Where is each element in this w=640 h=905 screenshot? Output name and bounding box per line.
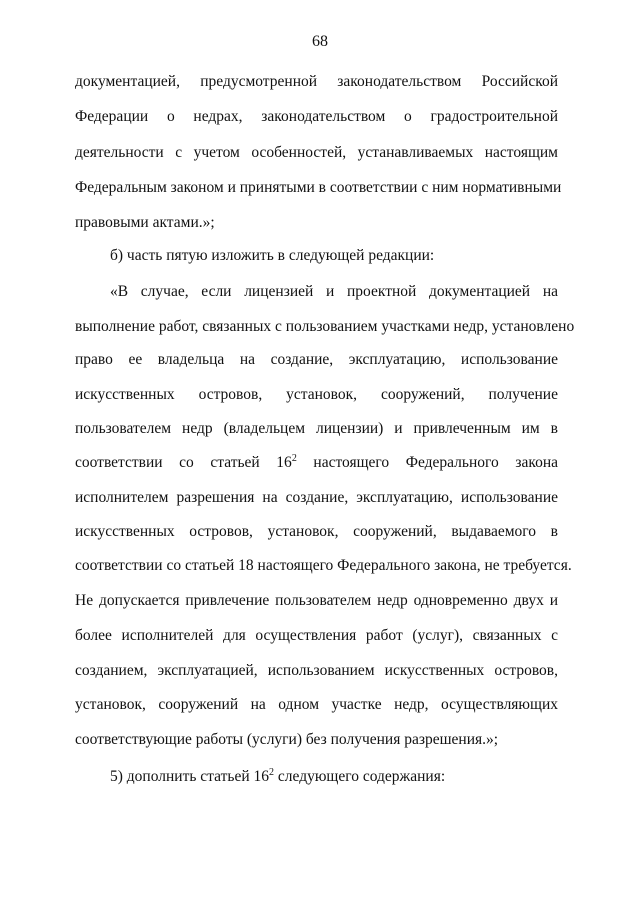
text-line: исполнителем разрешения на создание, эксплуатацию, использование (75, 489, 558, 506)
text-line: деятельности с учетом особенностей, устанавливаемых настоящим (75, 144, 558, 161)
text-line: установок, сооружений на одном участке недр, осуществляющих (75, 696, 558, 713)
text-segment: 5) дополнить статьей 16 (110, 768, 270, 785)
text-segment: настоящего Федерального закона (296, 454, 558, 471)
text-line: пользователем недр (владельцем лицензии) и привлеченным им в (75, 420, 558, 437)
text-line: более исполнителей для осуществления работ (услуг), связанных с (75, 627, 558, 644)
text-line: соответствии со статьей 18 настоящего Федерального закона, не требуется. (75, 557, 572, 574)
superscript: 2 (269, 766, 275, 778)
text-line: Не допускается привлечение пользователем недр одновременно двух и (75, 592, 558, 609)
text-line: «В случае, если лицензией и проектной документацией на (110, 283, 558, 300)
text-line: соответствующие работы (услуги) без получения разрешения.»; (75, 731, 499, 748)
text-line: искусственных островов, установок, сооружений, получение (75, 386, 558, 403)
superscript: 2 (291, 452, 297, 464)
text-line: правовыми актами.»; (75, 214, 215, 231)
text-line: право ее владельца на создание, эксплуатацию, использование (75, 351, 558, 368)
text-line (75, 453, 558, 473)
text-segment: соответствии со статьей 16 (75, 454, 292, 471)
text-line: созданием, эксплуатацией, использованием искусственных островов, (75, 662, 558, 679)
text-line: искусственных островов, установок, сооружений, выдаваемого в (75, 523, 558, 540)
text-line (110, 767, 558, 787)
text-line: б) часть пятую изложить в следующей редакции: (110, 247, 435, 264)
text-line: выполнение работ, связанных с пользованием участками недр, установлено (75, 318, 575, 335)
text-line: Федерации о недрах, законодательством о градостроительной (75, 108, 558, 125)
page-number: 68 (312, 33, 328, 50)
text-line: Федеральным законом и принятыми в соответствии с ним нормативными (75, 179, 562, 196)
text-segment: следующего содержания: (274, 768, 446, 785)
text-line: документацией, предусмотренной законодательством Российской (75, 73, 558, 90)
